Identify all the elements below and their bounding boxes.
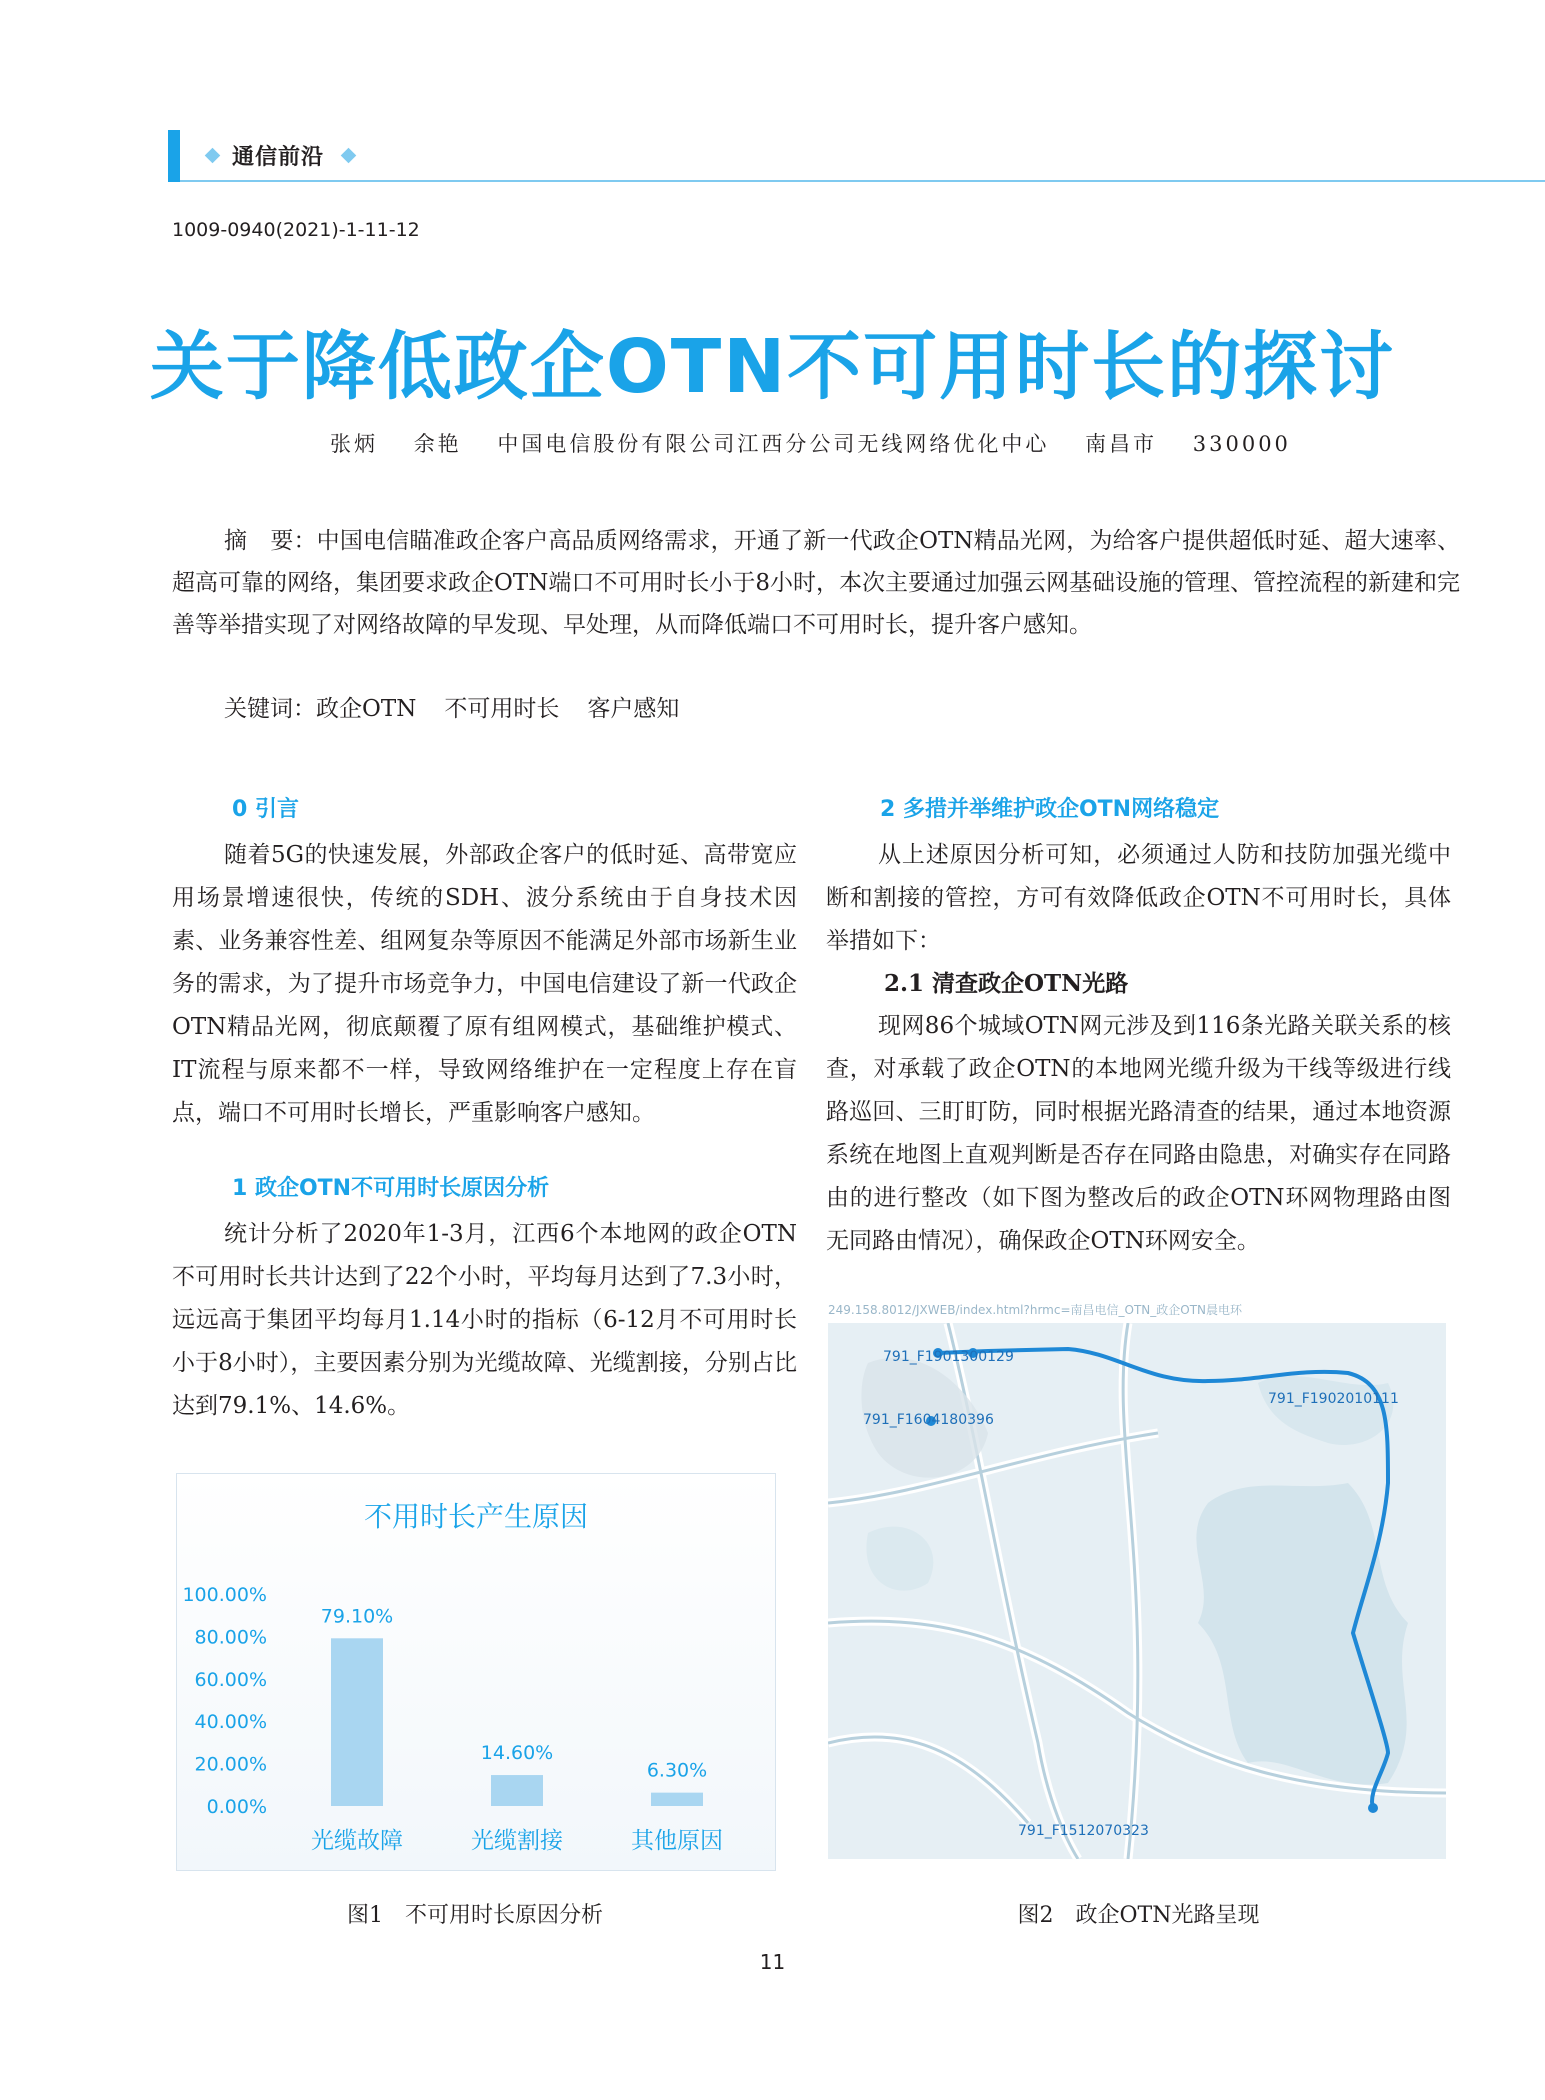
route-label: 791_F1604180396 [863, 1412, 994, 1428]
page-number: 11 [759, 1950, 786, 1974]
data-label: 6.30% [646, 1759, 708, 1782]
abstract [172, 520, 1460, 646]
author-name: 张炳 [330, 432, 378, 456]
diamond-icon [205, 148, 221, 164]
header-accent-bar [168, 130, 180, 182]
bar [491, 1775, 543, 1806]
figure-caption: 图2 政企OTN光路呈现 [1017, 1903, 1260, 1928]
route-label: 791_F1902010111 [1268, 1391, 1399, 1407]
paragraph: 从上述原因分析可知，必须通过人防和技防加强光缆中断和割接的管控，方可有效降低政企OTN不可用时长，具体举措如下： [826, 842, 1451, 954]
keyword: 不可用时长 [444, 696, 560, 722]
bar [651, 1793, 703, 1806]
section-heading: 1 政企OTN不可用时长原因分析 [232, 1176, 550, 1201]
y-tick-label: 60.00% [194, 1668, 267, 1691]
map-url: 249.158.8012/JXWEB/index.html?hrmc=南昌电信_OTN_政企OTN晨电环 [828, 1303, 1243, 1317]
city: 南昌市 [1085, 432, 1158, 456]
left-column [172, 792, 797, 1428]
y-tick-label: 80.00% [194, 1626, 267, 1649]
chart-title: 不用时长产生原因 [363, 1500, 589, 1533]
section-heading: 0 引言 [232, 797, 299, 822]
bar [331, 1638, 383, 1806]
section-heading: 2 多措并举维护政企OTN网络稳定 [880, 797, 1220, 822]
data-label: 79.10% [320, 1605, 394, 1628]
section-header: 通信前沿 [232, 145, 325, 170]
postcode: 330000 [1192, 432, 1291, 456]
keywords-label: 关键词： [224, 696, 316, 722]
route-label: 791_F1512070323 [1018, 1823, 1149, 1839]
x-tick-label: 光缆故障 [311, 1828, 403, 1854]
keyword: 客户感知 [587, 696, 680, 722]
data-label: 14.60% [480, 1742, 554, 1765]
x-tick-label: 光缆割接 [471, 1828, 563, 1854]
route-map [828, 1323, 1446, 1859]
bar-chart [176, 1473, 776, 1871]
document-code: 1009-0940(2021)-1-11-12 [172, 219, 420, 241]
y-tick-label: 100.00% [182, 1584, 267, 1606]
map-svg [828, 1323, 1446, 1859]
route-label: 791_F1901300129 [883, 1349, 1014, 1365]
x-tick-label: 其他原因 [631, 1828, 723, 1854]
y-tick-label: 40.00% [194, 1711, 267, 1734]
article-title: 关于降低政企OTN不可用时长的探讨 [149, 324, 1396, 410]
paragraph: 现网86个城域OTN网元涉及到116条光路关联关系的核查，对承载了政企OTN的本地网光缆升级为干线等级进行线路巡回、三盯盯防，同时根据光路清查的结果，通过本地资源系统在地图上直观判断是否存在同路由隐患，对确实存在同路由的进行整改（如下图为整改后的政企OTN环网物理路由图无同路由情况），确保政企OTN环网安全。 [826, 1013, 1451, 1254]
diamond-icon [341, 148, 357, 164]
keywords [224, 690, 707, 723]
author-name: 余艳 [413, 432, 462, 456]
paragraph: 随着5G的快速发展，外部政企客户的低时延、高带宽应用场景增速很快，传统的SDH、波分系统由于自身技术因素、业务兼容性差、组网复杂等原因不能满足外部市场新生业务的需求，为了提升市场竞争力，中国电信建设了新一代政企OTN精品光网，彻底颠覆了原有组网模式，基础维护模式、IT流程与原来都不一样，导致网络维护在一定程度上存在盲点，端口不可用时长增长，严重影响客户感知。 [172, 842, 797, 1126]
figure-caption: 图1 不可用时长原因分析 [347, 1903, 603, 1928]
right-column [826, 792, 1451, 1263]
keyword: 政企OTN [316, 696, 417, 722]
affiliation: 中国电信股份有限公司江西分公司无线网络优化中心 [497, 432, 1050, 456]
author-line [330, 428, 1317, 458]
chart-svg [177, 1474, 775, 1870]
paragraph: 统计分析了2020年1-3月，江西6个本地网的政企OTN不可用时长共计达到了22个小时，平均每月达到了7.3小时，远远高于集团平均每月1.14小时的指标（6-12月不可用时长小于8小时），主要因素分别为光缆故障、光缆割接，分别占比达到79.1%、14.6%。 [172, 1221, 797, 1419]
y-tick-label: 20.00% [194, 1753, 267, 1776]
subsection-heading: 2.1 清查政企OTN光路 [884, 970, 1129, 997]
abstract-text: 摘 要：中国电信瞄准政企客户高品质网络需求，开通了新一代政企OTN精品光网，为给客户提供超低时延、超大速率、超高可靠的网络，集团要求政企OTN端口不可用时长小于8小时，本次主要通过加强云网基础设施的管理、管控流程的新建和完善等举措实现了对网络故障的早发现、早处理，从而降低端口不可用时长，提升客户感知。 [172, 528, 1460, 638]
y-tick-label: 0.00% [206, 1796, 267, 1818]
header-rule [180, 180, 1545, 182]
